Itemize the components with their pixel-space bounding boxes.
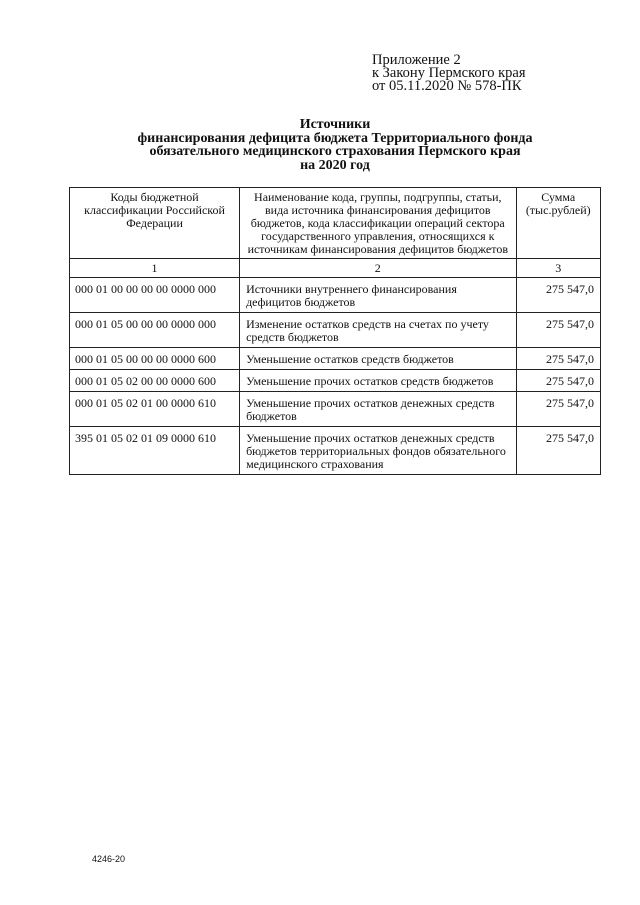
row-name: Источники внутреннего финансирования дефицитов бюджетов <box>240 278 516 313</box>
appendix-header <box>372 54 526 93</box>
column-number-row <box>70 259 601 278</box>
financing-sources-table <box>69 187 601 475</box>
document-title <box>70 118 600 172</box>
title-line-3: обязательного медицинского страхования Пермского края <box>149 144 521 159</box>
row-code: 000 01 05 00 00 00 0000 600 <box>70 348 240 370</box>
table-row <box>70 313 601 348</box>
row-sum: 275 547,0 <box>516 392 601 427</box>
header-sum: Сумма (тыс.рублей) <box>516 188 601 259</box>
row-code: 000 01 05 00 00 00 0000 000 <box>70 313 240 348</box>
table-row <box>70 427 601 475</box>
row-code: 000 01 00 00 00 00 0000 000 <box>70 278 240 313</box>
row-sum: 275 547,0 <box>516 278 601 313</box>
appendix-law-reference: к Закону Пермского края <box>372 65 526 81</box>
table-row <box>70 278 601 313</box>
appendix-title: Приложение 2 <box>372 52 461 68</box>
row-sum: 275 547,0 <box>516 348 601 370</box>
row-name: Уменьшение прочих остатков денежных средств бюджетов <box>240 392 516 427</box>
document-number: 4246-20 <box>92 854 126 864</box>
row-code: 000 01 05 02 00 00 0000 600 <box>70 370 240 392</box>
column-number: 1 <box>70 259 240 278</box>
row-sum: 275 547,0 <box>516 427 601 475</box>
table-row <box>70 392 601 427</box>
table-header-row <box>70 188 601 259</box>
row-sum: 275 547,0 <box>516 313 601 348</box>
row-code: 000 01 05 02 01 00 0000 610 <box>70 392 240 427</box>
row-name: Уменьшение прочих остатков денежных средств бюджетов территориальных фондов обязательного медицинского страхования <box>240 427 516 475</box>
title-line-2: финансирования дефицита бюджета Территориального фонда <box>137 130 533 146</box>
title-line-4: на 2020 год <box>300 157 370 173</box>
row-name: Изменение остатков средств на счетах по учету средств бюджетов <box>240 313 516 348</box>
row-sum: 275 547,0 <box>516 370 601 392</box>
header-codes: Коды бюджетной классификации Российской Федерации <box>70 188 240 259</box>
column-number: 3 <box>516 259 601 278</box>
row-name: Уменьшение прочих остатков средств бюджетов <box>240 370 516 392</box>
row-code: 395 01 05 02 01 09 0000 610 <box>70 427 240 475</box>
header-name: Наименование кода, группы, подгруппы, статьи, вида источника финансирования дефицитов бюджетов, кода классификации операций сектора государственного управления, относящихся к источникам финансирования дефицитов бюджетов <box>240 188 516 259</box>
row-name: Уменьшение остатков средств бюджетов <box>240 348 516 370</box>
table-row <box>70 348 601 370</box>
appendix-law-date: от 05.11.2020 № 578-ПК <box>372 78 522 94</box>
table-row <box>70 370 601 392</box>
title-line-1: Источники <box>299 117 371 132</box>
column-number: 2 <box>240 259 516 278</box>
